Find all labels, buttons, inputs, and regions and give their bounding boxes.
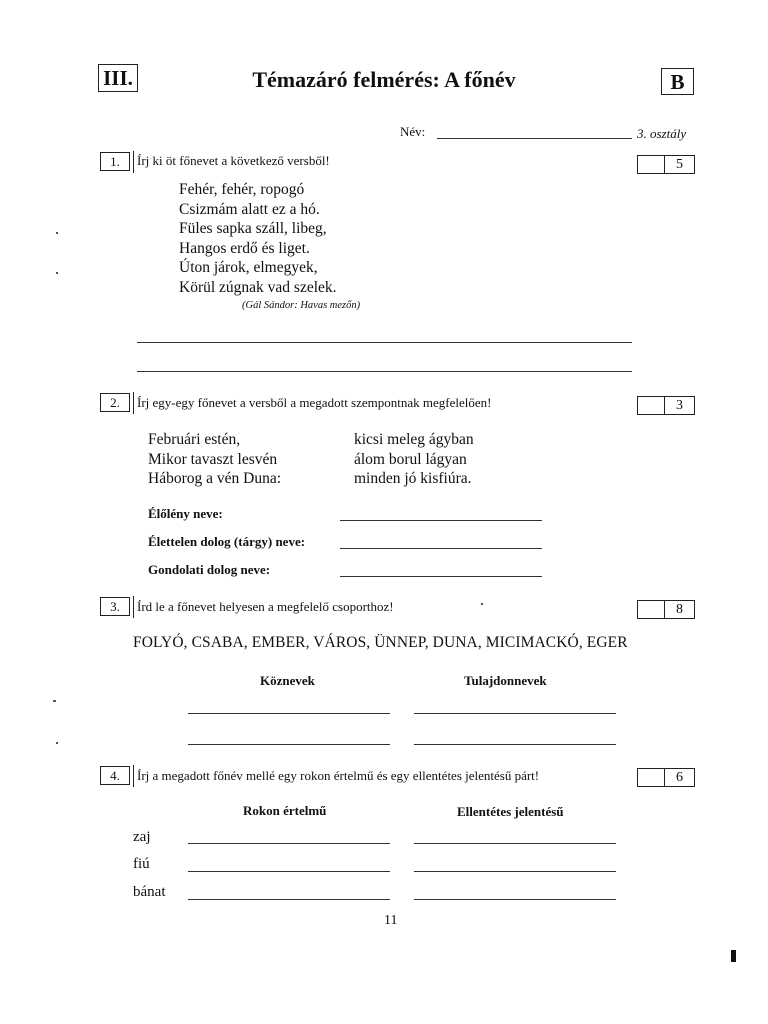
- task2-answer-object[interactable]: [340, 548, 542, 549]
- task3-proper-line-2[interactable]: [414, 744, 616, 745]
- poem-line: Hangos erdő és liget.: [179, 239, 310, 257]
- task3-score-box: [637, 600, 695, 619]
- poem-source: (Gál Sándor: Havas mezőn): [242, 300, 361, 311]
- poem-line: Körül zúgnak vad szelek.: [179, 278, 337, 296]
- task4-score-box: [637, 768, 695, 787]
- variant-box: [661, 68, 694, 95]
- poem-line: Februári estén,: [148, 431, 241, 448]
- task4-word: bánat: [133, 884, 166, 900]
- task3-number: 3.: [110, 599, 120, 614]
- task3-word-list: FOLYÓ, CSABA, EMBER, VÁROS, ÜNNEP, DUNA, MICIMACKÓ, EGER: [133, 634, 628, 651]
- scan-dot: [56, 272, 58, 274]
- name-field-line[interactable]: [437, 138, 632, 139]
- task3-instruction: Írd le a főnevet helyesen a megfelelő csoporthoz!: [137, 599, 394, 614]
- unit-number: III.: [103, 66, 133, 90]
- task4-number: 4.: [110, 768, 120, 783]
- poem-line: Mikor tavaszt lesvén: [148, 450, 278, 468]
- scan-dot: [53, 700, 56, 702]
- poem-line: kicsi meleg ágyban: [354, 431, 474, 448]
- grade-label: 3. osztály: [637, 126, 687, 141]
- poem-line: Csizmám alatt ez a hó.: [179, 200, 320, 218]
- task1-divider: [133, 151, 134, 173]
- scan-dot: [56, 742, 58, 744]
- poem-line: Fehér, fehér, ropogó: [179, 181, 305, 198]
- task2-label-living: Élőlény neve:: [148, 506, 223, 521]
- scan-dot: [56, 232, 58, 234]
- poem-line: Úton járok, elmegyek,: [179, 259, 318, 276]
- task2-divider: [133, 392, 134, 414]
- task4-antonym-line-1[interactable]: [414, 843, 616, 844]
- task4-column-synonym: Rokon értelmű: [243, 803, 327, 818]
- task4-synonym-line-3[interactable]: [188, 899, 390, 900]
- task1-instruction: Írj ki öt főnevet a következő versből!: [137, 153, 330, 168]
- name-label: Név:: [400, 124, 426, 139]
- task2-number: 2.: [110, 395, 120, 410]
- poem-line: Háborog a vén Duna:: [148, 470, 281, 487]
- task2-label-object: Élettelen dolog (tárgy) neve:: [148, 534, 306, 549]
- variant-letter: B: [670, 70, 685, 94]
- task4-word: zaj: [133, 829, 151, 845]
- task2-number-box: [100, 393, 130, 412]
- poem-line: álom borul lágyan: [354, 450, 467, 468]
- task2-answer-abstract[interactable]: [340, 576, 542, 577]
- task1-score: 5: [676, 157, 683, 172]
- task2-poem-left: [148, 430, 281, 489]
- task1-number: 1.: [110, 154, 120, 169]
- task4-instruction: Írj a megadott főnév mellé egy rokon értelmű és egy ellentétes jelentésű párt!: [137, 768, 540, 783]
- task3-column-common: Köznevek: [260, 673, 315, 688]
- task3-divider: [133, 596, 134, 618]
- task4-word: fiú: [133, 856, 150, 872]
- task4-divider: [133, 765, 134, 787]
- task2-score-box: [637, 396, 695, 415]
- task1-poem: [179, 180, 337, 297]
- task2-score: 3: [676, 398, 683, 413]
- task2-instruction: Írj egy-egy főnevet a versből a megadott szempontnak megfelelően!: [137, 395, 492, 410]
- task3-column-proper: Tulajdonnevek: [464, 673, 547, 688]
- scan-dot: [481, 603, 483, 605]
- task4-antonym-line-2[interactable]: [414, 871, 616, 872]
- task4-antonym-line-3[interactable]: [414, 899, 616, 900]
- task1-answer-line-1[interactable]: [137, 342, 632, 343]
- task4-synonym-line-1[interactable]: [188, 843, 390, 844]
- task4-column-antonym: Ellentétes jelentésű: [457, 804, 564, 819]
- page-title: Témazáró felmérés: A főnév: [252, 67, 516, 92]
- task2-answer-living[interactable]: [340, 520, 542, 521]
- task3-common-line-1[interactable]: [188, 713, 390, 714]
- poem-line: minden jó kisfiúra.: [354, 470, 472, 487]
- task3-proper-line-1[interactable]: [414, 713, 616, 714]
- task4-score: 6: [676, 770, 683, 785]
- task1-answer-line-2[interactable]: [137, 371, 632, 372]
- task3-number-box: [100, 597, 130, 616]
- task2-poem-right: [354, 430, 474, 489]
- task4-number-box: [100, 766, 130, 785]
- task3-common-line-2[interactable]: [188, 744, 390, 745]
- task2-label-abstract: Gondolati dolog neve:: [148, 562, 271, 577]
- poem-line: Füles sapka száll, libeg,: [179, 220, 327, 237]
- page-number: 11: [384, 913, 398, 928]
- scan-mark: [731, 950, 736, 962]
- task1-number-box: [100, 152, 130, 171]
- task1-score-box: [637, 155, 695, 174]
- task4-synonym-line-2[interactable]: [188, 871, 390, 872]
- task3-score: 8: [676, 602, 683, 617]
